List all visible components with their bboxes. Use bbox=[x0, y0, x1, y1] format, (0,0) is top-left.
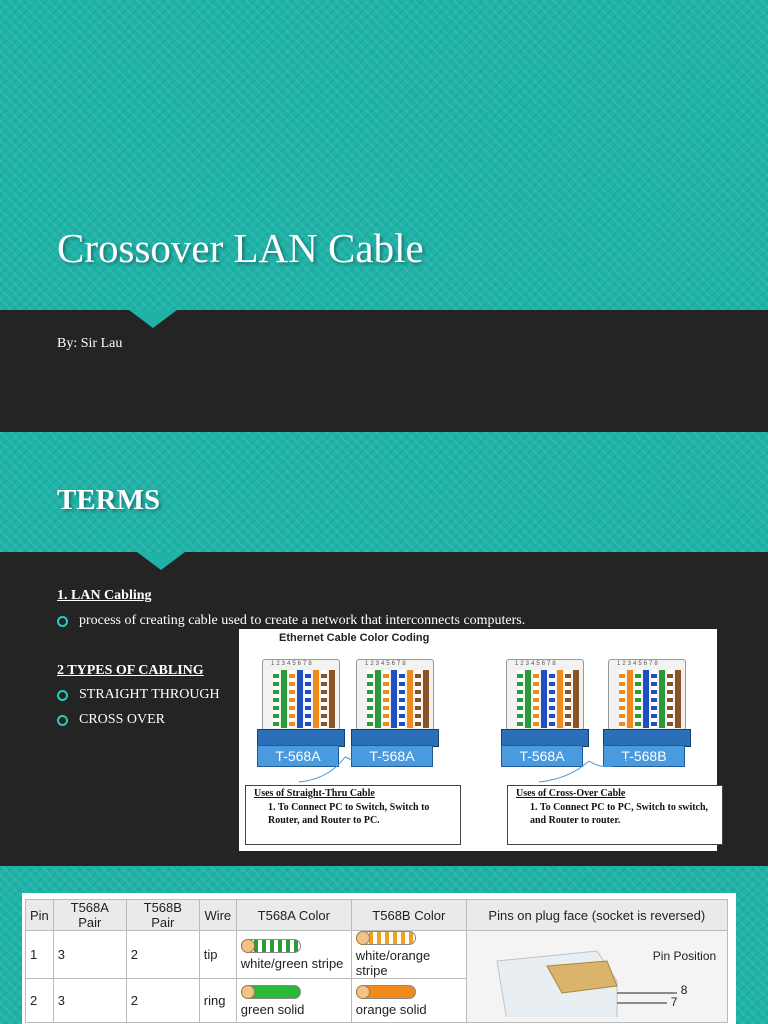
plug-label: T-568A bbox=[257, 745, 339, 767]
b-color-text: orange solid bbox=[355, 1001, 427, 1017]
straight-thru-uses-item: 1. To Connect PC to Switch, Switch to Router, and Router to PC. bbox=[268, 802, 430, 826]
rj45-plug-photo-icon bbox=[467, 931, 727, 1017]
straight-thru-uses-title: Uses of Straight-Thru Cable bbox=[254, 788, 375, 799]
terms-title: TERMS bbox=[57, 484, 161, 516]
lan-cabling-heading: 1. LAN Cabling bbox=[57, 588, 152, 603]
a-pair-cell: 3 bbox=[53, 931, 126, 979]
column-header: Pin bbox=[26, 900, 54, 931]
plug-face-image-cell bbox=[466, 931, 727, 1023]
plug-label: T-568A bbox=[351, 745, 433, 767]
pin-cell: 2 bbox=[26, 979, 54, 1023]
cabling-types-heading: 2 TYPES OF CABLING bbox=[57, 663, 204, 678]
b-color-text: white/orange stripe bbox=[355, 948, 431, 978]
pin-table bbox=[25, 899, 728, 1023]
wire-cell: tip bbox=[199, 931, 236, 979]
banner-notch bbox=[129, 310, 177, 328]
type-cross-over bbox=[57, 712, 165, 728]
table-header-row bbox=[26, 900, 728, 931]
pin-number-8: 8 bbox=[680, 983, 688, 997]
pin-cell: 1 bbox=[26, 931, 54, 979]
wire-cell: ring bbox=[199, 979, 236, 1023]
cross-over-uses-box bbox=[507, 785, 723, 845]
pin-numbers: 12345678 bbox=[271, 661, 314, 667]
b-color-cell bbox=[351, 979, 466, 1023]
plug-label: T-568B bbox=[603, 745, 685, 767]
bullet-ring-icon bbox=[57, 616, 68, 627]
bullet-text: CROSS OVER bbox=[79, 712, 165, 727]
a-color-cell bbox=[236, 979, 351, 1023]
plug-label: T-568A bbox=[501, 745, 583, 767]
ethernet-color-coding-figure bbox=[239, 629, 717, 851]
pin-numbers: 12345678 bbox=[365, 661, 408, 667]
pin-numbers: 12345678 bbox=[617, 661, 660, 667]
b-pair-cell: 2 bbox=[126, 979, 199, 1023]
column-header: Wire bbox=[199, 900, 236, 931]
column-header: T568B Color bbox=[351, 900, 466, 931]
b-pair-cell: 2 bbox=[126, 931, 199, 979]
terms-banner-notch bbox=[137, 552, 185, 570]
pin-number-7: 7 bbox=[670, 995, 678, 1009]
bullet-text: STRAIGHT THROUGH bbox=[79, 687, 220, 702]
a-color-cell bbox=[236, 931, 351, 979]
wire-swatch-icon bbox=[356, 931, 416, 945]
straight-thru-uses-box bbox=[245, 785, 461, 845]
b-color-cell bbox=[351, 931, 466, 979]
column-header: T568A Pair bbox=[53, 900, 126, 931]
pin-table-panel bbox=[22, 893, 736, 1024]
wire-swatch-icon bbox=[356, 985, 416, 999]
cross-over-uses-item: 1. To Connect PC to PC, Switch to switch, and Router to router. bbox=[530, 802, 709, 826]
column-header: Pins on plug face (socket is reversed) bbox=[466, 900, 727, 931]
a-color-text: green solid bbox=[240, 1001, 305, 1017]
bullet-ring-icon bbox=[57, 690, 68, 701]
table-row bbox=[26, 931, 728, 979]
pin-numbers: 12345678 bbox=[515, 661, 558, 667]
a-color-text: white/green stripe bbox=[240, 955, 344, 971]
wire-swatch-icon bbox=[241, 985, 301, 999]
plug-face-image bbox=[467, 931, 727, 1022]
a-pair-cell: 3 bbox=[53, 979, 126, 1023]
wire-swatch-icon bbox=[241, 939, 301, 953]
figure-title: Ethernet Cable Color Coding bbox=[279, 632, 430, 644]
type-straight-through bbox=[57, 687, 220, 703]
cross-over-uses-title: Uses of Cross-Over Cable bbox=[516, 788, 626, 799]
bullet-text: process of creating cable used to create a network that interconnects computers. bbox=[79, 613, 526, 628]
lan-cabling-bullet bbox=[57, 613, 525, 629]
author-byline: By: Sir Lau bbox=[57, 336, 123, 351]
column-header: T568A Color bbox=[236, 900, 351, 931]
slide-title: Crossover LAN Cable bbox=[57, 225, 424, 271]
pin-position-label: Pin Position bbox=[652, 949, 717, 963]
bullet-ring-icon bbox=[57, 715, 68, 726]
title-slide-body bbox=[0, 310, 768, 432]
column-header: T568B Pair bbox=[126, 900, 199, 931]
